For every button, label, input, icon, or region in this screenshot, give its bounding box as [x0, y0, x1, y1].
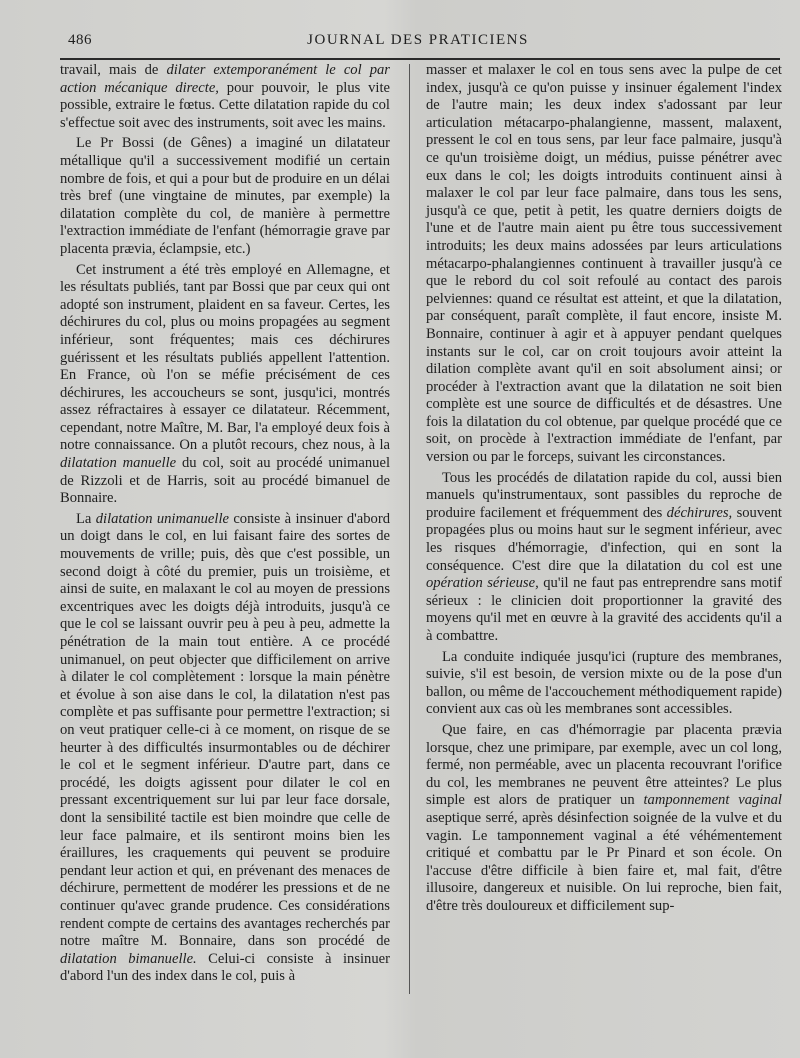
- paragraph-p7: [426, 649, 782, 719]
- running-title: JOURNAL DES PRATICIENS: [307, 32, 529, 48]
- body-text: souvent propagées plus ou moins haut sur le segment inférieur, avec les risques d'hémorragie, d'infection, qui en sont la conséquence. C'est dire que la dilatation du col est une: [426, 504, 782, 574]
- body-text: masser et malaxer le col en tous sens avec la pulpe de cet index, jusqu'à ce qu'on puisse y insinuer également l'index de l'autre main; les deux index s'adossant par leur articulation métacarpo-phalangienne, massent, malaxent, pressent le col en tous sens, par leur face palmaire, jusqu'à ce qu'un troisième doigt, un médius, puisse pénétrer avec eux dans le col; les doigts introduits continuent ainsi à malaxer le col par leur face palmaire, dans tous les sens, jusqu'à ce que, petit à petit, les quatre derniers doigts de l'une et de l'autre main aient pu être tous successivement introduits; les deux mains adossées par leurs articulations métacarpo-phalangiennes continuent à travailler jusqu'à ce que le rebord du col soit refoulé au contact des parois pelviennes: quand ce résultat est atteint, et que la dilatation, par conséquent, paraît complète, il faut encore, insiste M. Bonnaire, continuer à agir et à appuyer pendant quelques instants sur le col, car on croit toujours avoir atteint la dilation complète avant qu'il en soit absolument ainsi; or procéder à l'extraction avant que la dilatation ne soit bien complète est une source de difficultés et de désastres. Une fois la dilatation du col obtenue, par quelque procédé que ce soit, on procède à l'extraction immédiate de l'enfant, par version ou par le forceps, suivant les circonstances.: [426, 62, 782, 466]
- paragraph-p6: [426, 470, 782, 646]
- body-text: du col, soit au procédé unimanuel de Rizzoli et de Harris, soit au procédé bimanuel de Bonnaire.: [60, 455, 391, 507]
- column-divider: [409, 64, 410, 994]
- page-number: 486: [68, 32, 92, 48]
- body-text: Que faire, en cas d'hémorragie par placenta prævia lorsque, chez une primipare, par exemple, avec un col long, fermé, non perméable, avec un placenta recouvrant l'orifice du col, les membranes ne peuvent être atteintes? Le plus simple est alors de pratiquer un: [426, 721, 782, 809]
- paragraph-p2: [60, 135, 390, 258]
- body-text: consiste à insinuer d'abord un doigt dans le col, en lui faisant faire des sortes de mouvements de vrille; puis, dès que c'est possible, un second doigt à côté du premier, puis un troisième, et ainsi de suite, en malaxant le col au moyen de pressions excentriques avec les doigts déjà introduits, jusqu'à ce que le col se laissant ouvrir peu à peu à peu, admette la pénétration de la main tout entière. A ce procédé unimanuel, on peut objecter que difficilement on arrive à dilater le col complètement : lorsque la main pénètre et évolue à son aise dans le col, la dilatation n'est pas complète et pas suffisante pour permettre l'extraction; si on veut pratiquer celle-ci à ce moment, on risque de se heurter à des difficultés insurmontables ou de déchirer le col et le segment inférieur. D'autre part, dans ce procédé, les doigts agissent pour dilater le col en pressant excentriquement sur lui par leur face dorsale, dont la sensibilité tactile est bien moindre que celle de leur face palmaire, et ils sentiront moins bien les éraillures, les craquements qui peuvent se produire pendant leur action et qui, en prévenant des menaces de déchirure, permettent de modérer les pressions et de ne continuer qu'avec grande prudence. Ces considérations rendent compte de certains des avantages recherchés par notre maître M. Bonnaire, dans son procédé de: [60, 510, 390, 950]
- paragraph-p8: [426, 722, 782, 916]
- body-text: Cet instrument a été très employé en Allemagne, et les résultats publiés, tant par Bossi que par ceux qui ont adopté son instrument, plaident en sa faveur. Certes, les déchirures du col, plus ou moins propagées au segment inférieur, sont fréquentes; mais ces déchirures guérissent et les résultats publiés appellent l'attention. En France, où l'on se méfie précisément de ces déchirures, les accoucheurs se sont, jusqu'ici, montrés assez réfractaires à essayer ce dilatateur. Récemment, cependant, notre Maître, M. Bar, l'a employé deux fois à notre connaissance. On a plutôt recours, chez nous, à la: [60, 261, 390, 454]
- paragraph-p1: [60, 62, 390, 132]
- body-text: aseptique serré, après désinfection soignée de la vulve et du vagin. Le tamponnement vaginal a été véhémentement critiqué et combattu par le Pr Pinard et son école. On l'accuse d'être difficile à bien faire et, mal fait, d'être illusoire, dangereux et nuisible. On lui reproche, bien fait, d'être très douloureux et difficilement sup-: [426, 809, 782, 914]
- body-text: qu'il ne faut pas entreprendre sans motif sérieux : le clinicien doit proportionner la gravité des moyens qu'il met en œuvre à la gravité des accidents qu'il a à combattre.: [426, 575, 782, 644]
- paragraph-p4: [60, 511, 390, 986]
- paragraph-p3: [60, 262, 390, 508]
- paragraph-p5: [426, 62, 782, 467]
- body-text: La conduite indiquée jusqu'ici (rupture des membranes, suivie, s'il est besoin, de version mixte ou de la pose d'un ballon, ou même de l'accouchement méthodiquement rapide) convient aux cas où les membranes sont accessibles.: [426, 648, 782, 718]
- left-column: [60, 62, 390, 986]
- body-text: Celui-ci consiste à insinuer d'abord l'un des index dans le col, puis à: [60, 950, 390, 985]
- italic-text: dilatation unimanuelle: [95, 510, 229, 527]
- italic-text: dilatation manuelle: [60, 455, 177, 472]
- right-column: [426, 62, 782, 916]
- body-text: La: [76, 510, 96, 527]
- body-text: pour pouvoir, le plus vite possible, extraire le fœtus. Cette dilatation rapide du col s'effectue soit avec des instruments, soit avec les mains.: [60, 79, 390, 131]
- body-text: Tous les procédés de dilatation rapide du col, aussi bien manuels qu'instrumentaux, sont passibles du reproche de produire facilement et fréquemment des: [426, 469, 782, 521]
- italic-text: dilater extemporanément le col par action mécanique directe,: [60, 62, 390, 96]
- italic-text: dilatation bimanuelle.: [60, 950, 197, 967]
- italic-text: opération sérieuse,: [426, 575, 539, 592]
- body-text: Le Pr Bossi (de Gênes) a imaginé un dilatateur métallique qu'il a successivement modifié un certain nombre de fois, et qui a pour but de produire en un délai très bref (une vingtaine de minutes, par exemple) la dilatation complète du col, de manière à permettre l'extraction immédiate de l'enfant (hémorragie grave par placenta prævia, éclampsie, etc.): [60, 135, 390, 257]
- italic-text: déchirures,: [666, 504, 733, 521]
- body-text: travail, mais de: [60, 62, 167, 78]
- page-header: [56, 28, 780, 52]
- header-rule: [60, 58, 780, 60]
- italic-text: tamponnement vaginal: [643, 792, 782, 809]
